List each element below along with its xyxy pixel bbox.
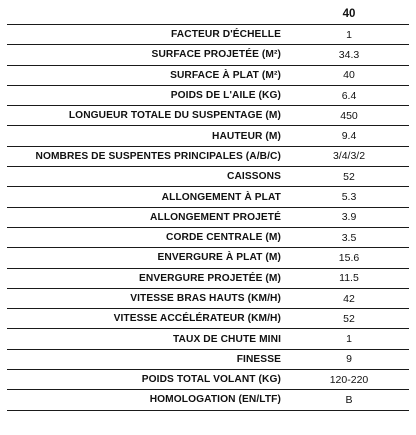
- row-value: 34.3: [338, 48, 360, 61]
- row-value: 6.4: [341, 89, 357, 102]
- row-label: HOMOLOGATION (EN/LTF): [149, 394, 281, 406]
- row-label: ENVERGURE À PLAT (M): [157, 252, 281, 264]
- row-value: 1: [346, 333, 352, 346]
- row-value: 450: [340, 109, 358, 122]
- table-row: [7, 187, 409, 207]
- table-row: [7, 228, 409, 248]
- row-value: 52: [343, 170, 355, 183]
- row-value: 3/4/3/2: [332, 150, 366, 163]
- row-value: 5.3: [341, 191, 357, 204]
- table-row: [7, 309, 409, 329]
- table-row: [7, 329, 409, 349]
- table-row: [7, 350, 409, 370]
- table-row: [7, 86, 409, 106]
- row-label: SURFACE PROJETÉE (M²): [151, 49, 281, 61]
- row-label: ALLONGEMENT PROJETÉ: [150, 211, 281, 223]
- row-label: CAISSONS: [226, 171, 281, 183]
- row-label: TAUX DE CHUTE MINI: [172, 333, 281, 345]
- row-label: LONGUEUR TOTALE DU SUSPENTAGE (M): [68, 110, 281, 122]
- row-value: 9.4: [341, 130, 357, 143]
- table-row: [7, 248, 409, 268]
- row-value: 15.6: [338, 251, 360, 264]
- table-row: [7, 289, 409, 309]
- table-row: [7, 370, 409, 390]
- table-row: [7, 126, 409, 146]
- table-row: [7, 45, 409, 65]
- row-value: 3.5: [341, 231, 357, 244]
- row-value: 52: [343, 312, 355, 325]
- table-row: [7, 269, 409, 289]
- table-header-row: [7, 3, 409, 25]
- row-label: ENVERGURE PROJETÉE (M): [138, 272, 281, 284]
- table-row: [7, 167, 409, 187]
- spec-table: [7, 3, 409, 411]
- table-row: [7, 25, 409, 45]
- row-value: 1: [346, 28, 352, 41]
- row-label: POIDS DE L'AILE (KG): [170, 90, 281, 102]
- row-value: 3.9: [341, 211, 357, 224]
- table-row: [7, 390, 409, 410]
- row-label: SURFACE À PLAT (M²): [170, 69, 281, 81]
- row-label: VITESSE BRAS HAUTS (KM/H): [130, 293, 281, 304]
- row-label: FINESSE: [236, 353, 281, 365]
- table-row: [7, 147, 409, 167]
- table-body: [7, 25, 409, 411]
- row-value: 11.5: [339, 272, 359, 285]
- row-label: CORDE CENTRALE (M): [166, 232, 281, 244]
- row-value: 40: [343, 69, 355, 82]
- row-value: B: [345, 393, 353, 406]
- table-row: [7, 66, 409, 86]
- row-label: VITESSE ACCÉLÉRATEUR (KM/H): [113, 313, 281, 325]
- row-label: HAUTEUR (M): [211, 130, 281, 142]
- header-size-value: 40: [342, 7, 356, 20]
- row-label: POIDS TOTAL VOLANT (KG): [141, 374, 281, 386]
- row-value: 42: [343, 292, 355, 305]
- row-label: NOMBRES DE SUSPENTES PRINCIPALES (A/B/C): [35, 150, 281, 162]
- row-value: 9: [346, 353, 352, 366]
- table-row: [7, 106, 409, 126]
- row-label: FACTEUR D'ÉCHELLE: [171, 29, 281, 41]
- row-label: ALLONGEMENT À PLAT: [161, 191, 281, 203]
- table-row: [7, 208, 409, 228]
- row-value: 120-220: [329, 373, 369, 386]
